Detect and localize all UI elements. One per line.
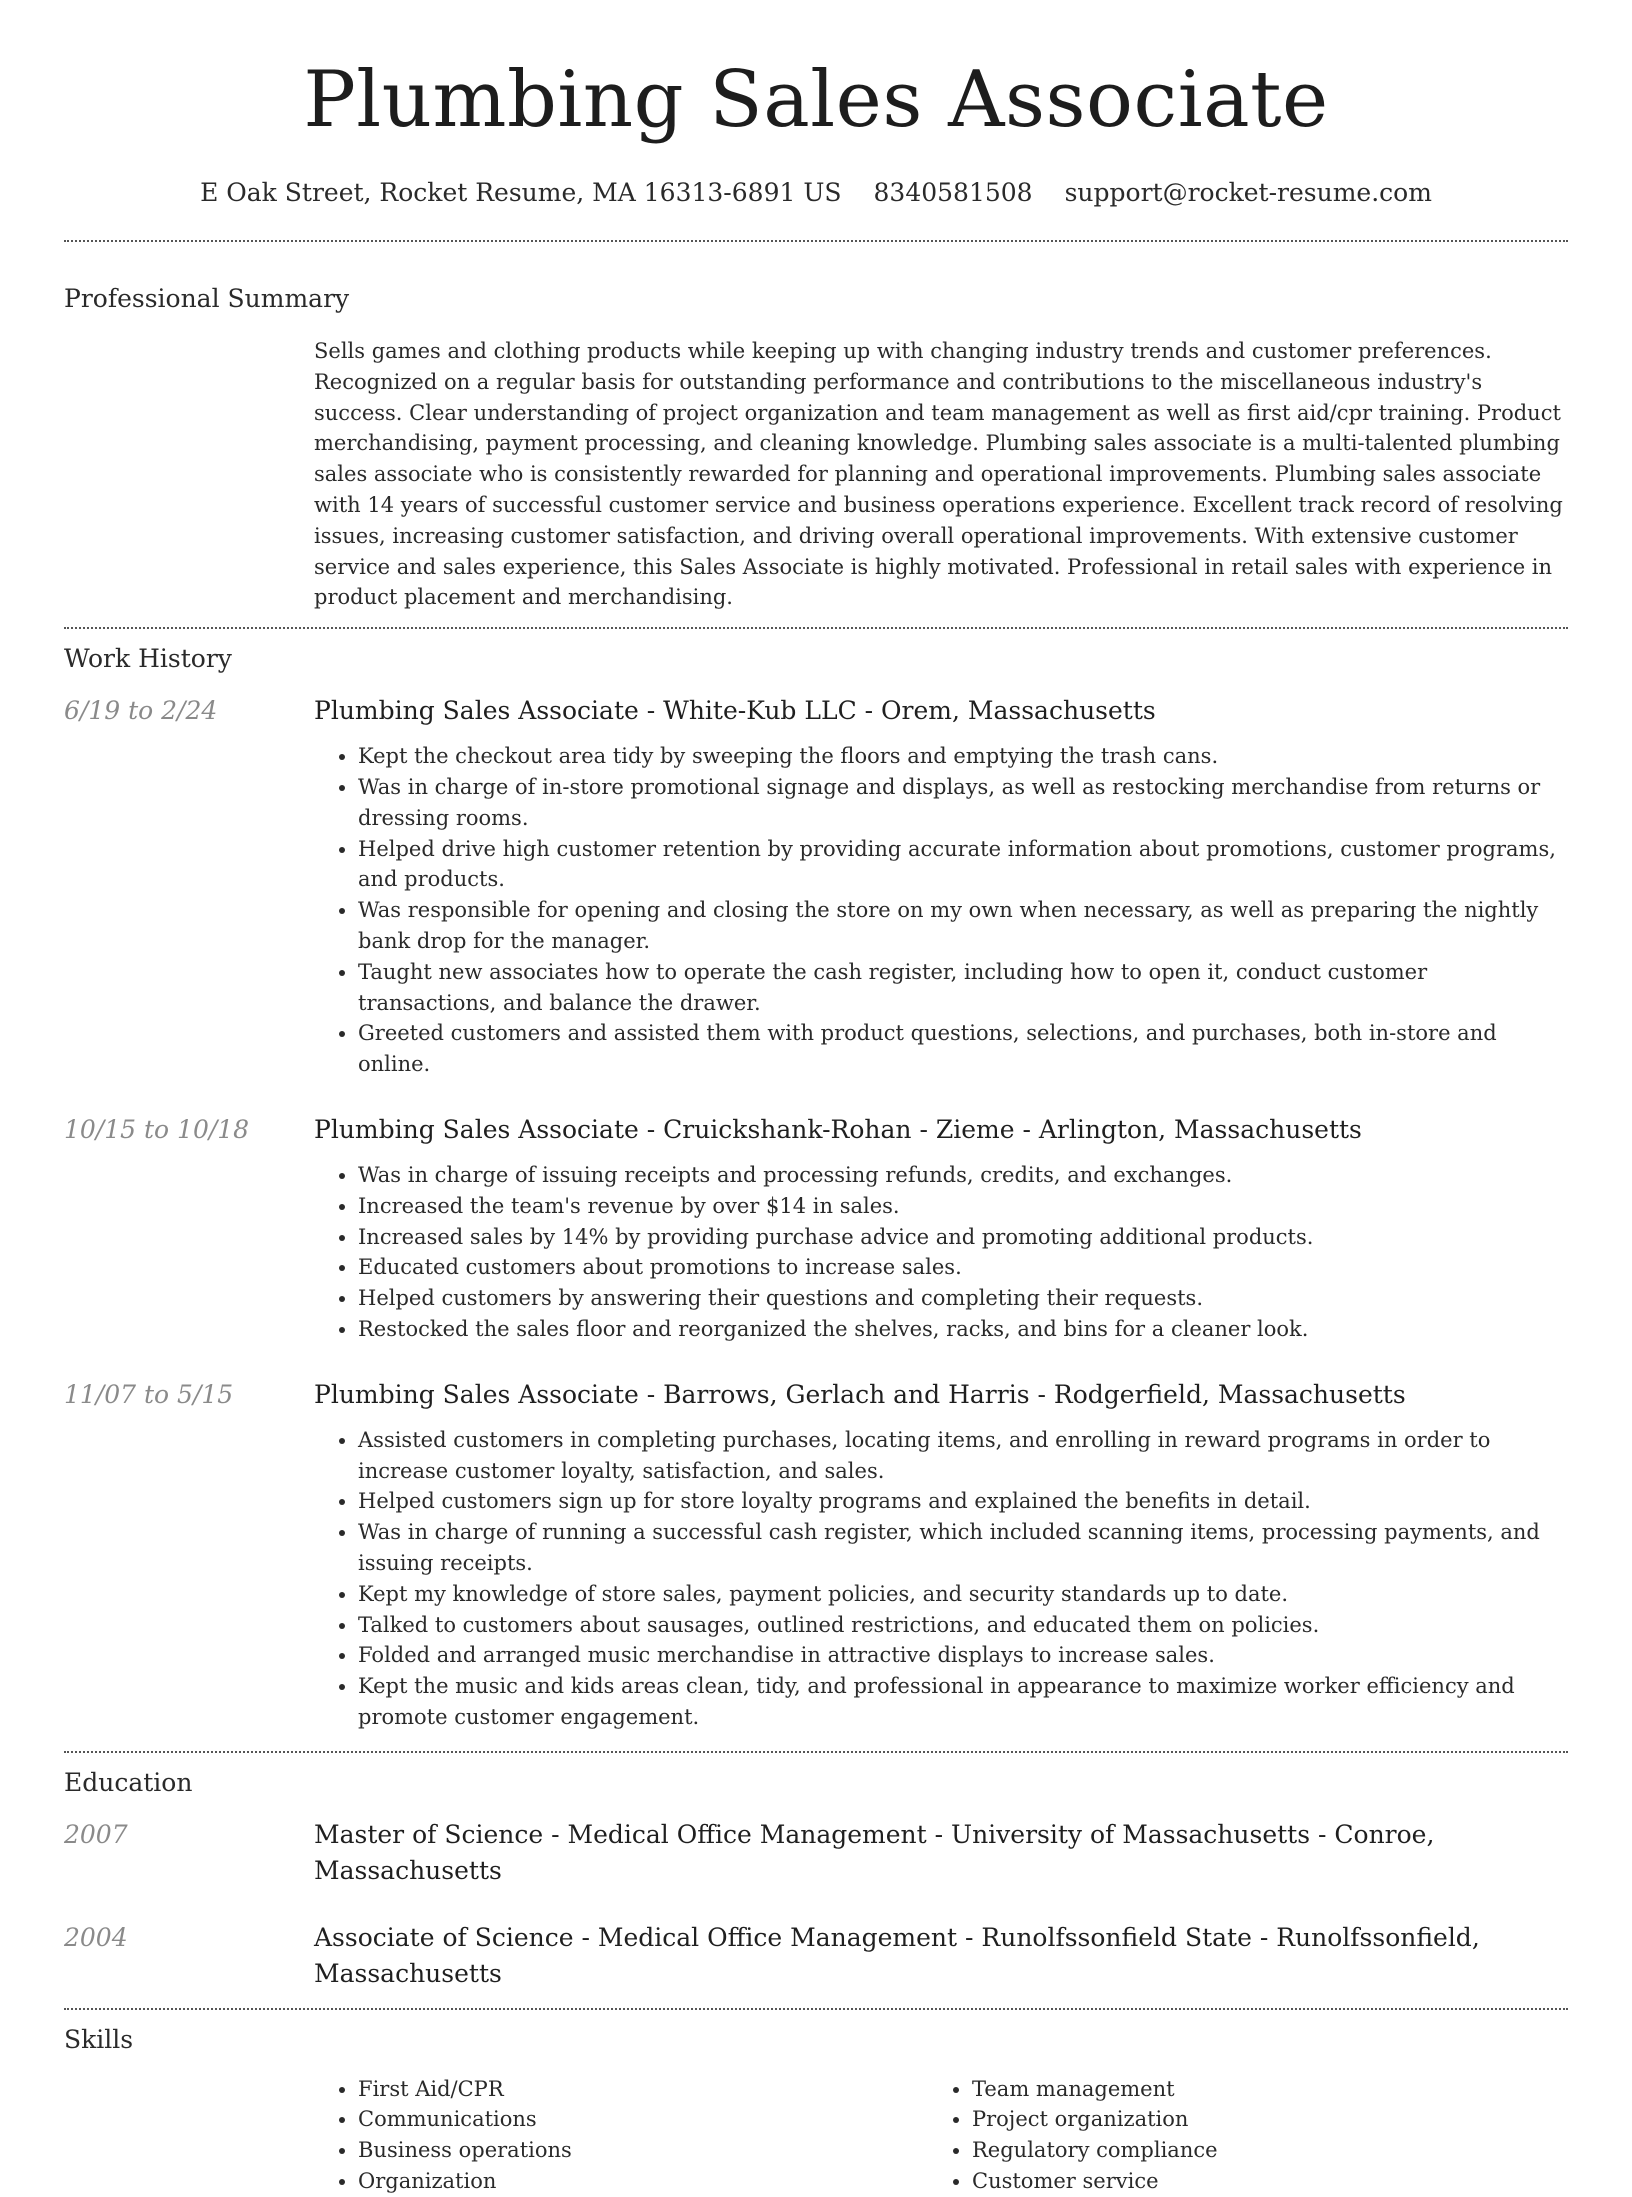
skills-column-left bbox=[314, 2074, 928, 2197]
list-item: • Greeted customers and assisted them with product questions, selections, and purchases, both in-store and online. bbox=[358, 1018, 1568, 1080]
education-entry bbox=[64, 1817, 1568, 1889]
skill-item: • Regulatory compliance bbox=[972, 2135, 1542, 2166]
resume-header bbox=[0, 0, 1632, 207]
job-entry bbox=[64, 1377, 1568, 1733]
job-entry bbox=[64, 1112, 1568, 1345]
list-item: • Educated customers about promotions to increase sales. bbox=[358, 1252, 1568, 1283]
education-title: Education bbox=[64, 1767, 193, 1797]
skills-column-right bbox=[928, 2074, 1542, 2197]
job-body bbox=[314, 1112, 1568, 1345]
list-item: • Folded and arranged music merchandise in attractive displays to increase sales. bbox=[358, 1640, 1568, 1671]
job-heading: Plumbing Sales Associate - White-Kub LLC - Orem, Massachusetts bbox=[314, 696, 1156, 726]
summary-title: Professional Summary bbox=[64, 284, 350, 313]
list-item: • Kept the music and kids areas clean, tidy, and professional in appearance to maximize worker efficiency and promote customer engagement. bbox=[358, 1671, 1568, 1733]
job-bullets bbox=[314, 1425, 1568, 1733]
skill-item: • Communications bbox=[358, 2104, 928, 2135]
list-item: • Talked to customers about sausages, outlined restrictions, and educated them on policies. bbox=[358, 1610, 1568, 1641]
skills-list bbox=[314, 2074, 1568, 2197]
skill-item: • Team management bbox=[972, 2074, 1542, 2105]
skill-item: • Customer service bbox=[972, 2166, 1542, 2197]
list-item: • Helped customers sign up for store loyalty programs and explained the benefits in detail. bbox=[358, 1486, 1568, 1517]
skill-item: • First Aid/CPR bbox=[358, 2074, 928, 2105]
job-date: 6/19 to 2/24 bbox=[64, 696, 218, 726]
list-item: • Increased sales by 14% by providing purchase advice and promoting additional products. bbox=[358, 1222, 1568, 1253]
education-section bbox=[0, 1753, 1632, 1992]
list-item: • Restocked the sales floor and reorganized the shelves, racks, and bins for a cleaner look. bbox=[358, 1314, 1568, 1345]
education-heading: Associate of Science - Medical Office Management - Runolfssonfield State - Runolfssonfield, Massachusetts bbox=[314, 1922, 1480, 1988]
summary-section bbox=[0, 242, 1632, 613]
skill-item: • Business operations bbox=[358, 2135, 928, 2166]
list-item: • Increased the team's revenue by over $14 in sales. bbox=[358, 1191, 1568, 1222]
list-item: • Helped drive high customer retention by providing accurate information about promotions, customer programs, and products. bbox=[358, 834, 1568, 896]
skill-item: • Organization bbox=[358, 2166, 928, 2197]
job-bullets bbox=[314, 1160, 1568, 1345]
job-heading: Plumbing Sales Associate - Barrows, Gerlach and Harris - Rodgerfield, Massachusetts bbox=[314, 1379, 1406, 1409]
job-entry bbox=[64, 693, 1568, 1080]
job-body bbox=[314, 693, 1568, 1080]
list-item: • Kept my knowledge of store sales, payment policies, and security standards up to date. bbox=[358, 1579, 1568, 1610]
education-date: 2007 bbox=[64, 1819, 128, 1849]
job-bullets bbox=[314, 741, 1568, 1080]
skill-item: • Project organization bbox=[972, 2104, 1542, 2135]
list-item: • Was in charge of issuing receipts and processing refunds, credits, and exchanges. bbox=[358, 1160, 1568, 1191]
job-date: 11/07 to 5/15 bbox=[64, 1379, 234, 1409]
list-item: • Was responsible for opening and closing the store on my own when necessary, as well as preparing the nightly bank drop for the manager. bbox=[358, 895, 1568, 957]
skills-bullets-left bbox=[314, 2074, 928, 2197]
list-item: • Kept the checkout area tidy by sweeping the floors and emptying the trash cans. bbox=[358, 741, 1568, 772]
contact-email: support@rocket-resume.com bbox=[1064, 178, 1432, 207]
work-history-section bbox=[0, 629, 1632, 1733]
list-item: • Was in charge of in-store promotional signage and displays, as well as restocking merchandise from returns or dressing rooms. bbox=[358, 772, 1568, 834]
list-item: • Assisted customers in completing purchases, locating items, and enrolling in reward programs in order to increase customer loyalty, satisfaction, and sales. bbox=[358, 1425, 1568, 1487]
contact-phone: 8340581508 bbox=[873, 178, 1033, 207]
education-entry bbox=[64, 1920, 1568, 1992]
list-item: • Was in charge of running a successful cash register, which included scanning items, processing payments, and issuing receipts. bbox=[358, 1517, 1568, 1579]
contact-address: E Oak Street, Rocket Resume, MA 16313-6891 US bbox=[200, 178, 842, 207]
skills-title: Skills bbox=[64, 2024, 134, 2054]
summary-text: Sells games and clothing products while keeping up with changing industry trends and customer preferences. Recognized on a regular basis for outstanding performance and contributions to the miscellaneous industry's success. Clear understanding of project organization and team management as well as first aid/cpr training. Product merchandising, payment processing, and cleaning knowledge. Plumbing sales associate is a multi-talented plumbing sales associate who is consistently rewarded for planning and operational improvements. Plumbing sales associate with 14 years of successful customer service and business operations experience. Excellent track record of resolving issues, increasing customer satisfaction, and driving overall operational improvements. With extensive customer service and sales experience, this Sales Associate is highly motivated. Professional in retail sales with experience in product placement and merchandising. bbox=[314, 339, 1563, 610]
skills-bullets-right bbox=[928, 2074, 1542, 2197]
list-item: • Helped customers by answering their questions and completing their requests. bbox=[358, 1283, 1568, 1314]
education-date: 2004 bbox=[64, 1922, 128, 1952]
job-body bbox=[314, 1377, 1568, 1733]
resume-name: Plumbing Sales Associate bbox=[303, 55, 1329, 145]
education-heading: Master of Science - Medical Office Management - University of Massachusetts - Conroe, Massachusetts bbox=[314, 1819, 1435, 1885]
skills-section bbox=[0, 2010, 1632, 2197]
contact-line bbox=[0, 178, 1632, 207]
list-item: • Taught new associates how to operate the cash register, including how to open it, conduct customer transactions, and balance the drawer. bbox=[358, 957, 1568, 1019]
job-date: 10/15 to 10/18 bbox=[64, 1114, 250, 1144]
job-heading: Plumbing Sales Associate - Cruickshank-Rohan - Zieme - Arlington, Massachusetts bbox=[314, 1114, 1362, 1144]
work-history-title: Work History bbox=[64, 644, 232, 674]
